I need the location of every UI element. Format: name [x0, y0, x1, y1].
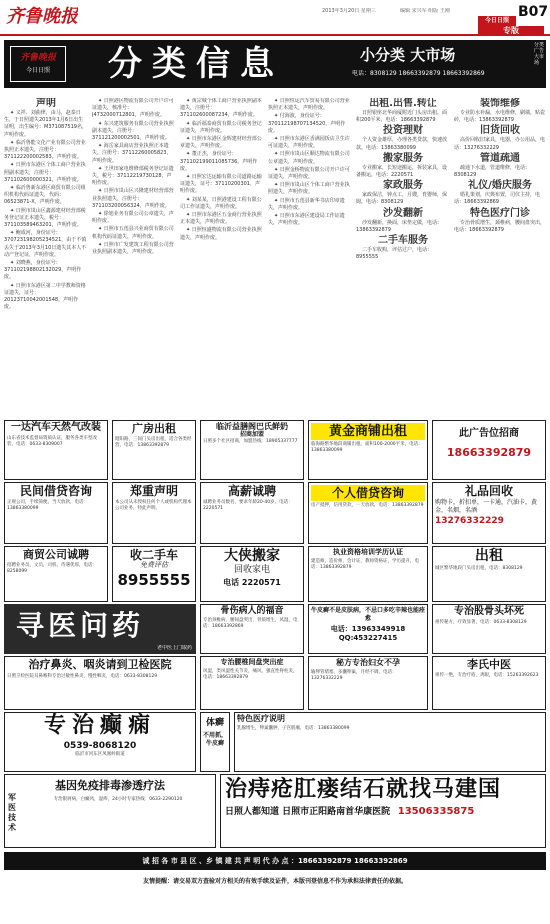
- ad-body: 乳腺增生，卵巢囊肿，子宫肌瘤，电话：13863380099: [237, 726, 350, 731]
- list-item: ✦ 临沂鲁能文化产业有限公司营业执照正本遗失，注册号：371122200002583，声明作废。: [4, 139, 86, 161]
- masthead: [0, 0, 550, 36]
- list-item: ✦ 日照市岚山区鑫源建材经营部税务登记证正本遗失，税号：371103589463201，声明作废。: [4, 207, 86, 229]
- ad-title: 牛皮癣不是皮肤病，不忌口多吃辛辣也能痊愈: [311, 607, 426, 622]
- list-item: 个人资金雄厚，办理各类贷款，快速放款。电话：13863380099: [356, 137, 448, 151]
- ad-title: 郑重声明: [129, 484, 178, 498]
- ad-hiring: [200, 482, 304, 544]
- ad-title: 临沂益膳阁巴氏鲜奶: [216, 422, 288, 431]
- ad-body: 输卵管堵塞，多囊卵巢，月经不调，电话：13276332229: [311, 670, 397, 681]
- list-item: ✦ 日照市东港区建设局工作证遗失，声明作废。: [268, 213, 345, 227]
- list-item: ✦ 东兴建筑服务有限公司营业执照副本遗失，注册号：371121200002501，声明作废。: [92, 120, 174, 142]
- list-item: ✦ 日照市东港区第二中学教师资格证遗失，证号：20123710042001548，声明作废。: [4, 282, 86, 311]
- list-item: ✦ 义祥、刘曲律，由马，赵泰日生，于日照遗失2013年1月6日出生证明，出生编号：M371087519名，声明作废。: [4, 110, 87, 138]
- list-item: ✦ 日照市东港区金辉建材经营部公章遗失，声明作废。: [180, 136, 262, 150]
- ad-personal-loan: [308, 482, 428, 544]
- list-item: 婚礼策划，庆典布置，司仪主持，电话：18663392869: [454, 192, 541, 206]
- ad-body: 祖传秘方，疗效显著，电话：0633-8308129: [435, 620, 527, 625]
- ad-title: 基因免疫排毒渗透疗法: [55, 779, 165, 792]
- ad-hemorrhoid: [220, 774, 546, 848]
- masthead-logo: 齐鲁晚报: [6, 6, 78, 27]
- ad-loan-consult: [4, 482, 108, 544]
- ad-title: 李氏中医: [467, 658, 511, 671]
- list-item: 日照银座北华商厦附近门头房出租，面积200平米，电话：18663392879: [356, 110, 448, 124]
- ad-statement: [112, 482, 196, 544]
- ad-subtitle: 老中医上门取药: [156, 644, 192, 651]
- list-item: ✦ 王世田家电维修部税务登记证遗失，税号：37112219730128，声明作废。: [92, 165, 174, 187]
- ad-li-tcm: [432, 656, 546, 710]
- ad-title: 个人借贷咨询: [311, 485, 425, 501]
- ad-title: 执业资格培训学历认证: [333, 548, 403, 556]
- column-3: [180, 98, 264, 414]
- ad-car-gas: [4, 420, 108, 480]
- ad-fresh-milk: [200, 420, 304, 480]
- ad-body: 临海路繁华地段商铺出租，面积100-2000平米，电话：13863380099: [311, 442, 423, 453]
- ad-title: 广房出租: [132, 422, 176, 435]
- banner-logo: 齐鲁晚报: [19, 53, 56, 63]
- ad-gift-recycle: [432, 482, 546, 544]
- list-item: ✦ 日照市岚山区顺达物流有限公司公章遗失，声明作废。: [268, 151, 350, 165]
- ad-subtitle: 日照人都知道 日照市正阳路南首华康医院: [225, 807, 391, 817]
- ad-title: 礼品回收: [464, 484, 513, 498]
- ad-seek-medicine: [4, 604, 196, 654]
- heading-housekeep: 家政服务: [383, 180, 423, 192]
- ad-title: 高薪诚聘: [227, 484, 276, 498]
- ad-phone: 8955555: [117, 570, 191, 589]
- ad-subtitle: 回收家电: [233, 565, 270, 575]
- heading-pipe: 管道疏通: [480, 152, 520, 164]
- ad-body: 购物卡，折扣单，一卡通，汽油卡，黄金，名烟，名酒: [435, 499, 538, 514]
- banner-side: 分类广告 大市场: [534, 42, 544, 66]
- ad-body: 本公司从未授权任何个人或机构代理本公司业务，特此声明。: [115, 500, 192, 511]
- ad-body: 正规公司，手续简便，当天放款，电话：13863380099: [7, 500, 88, 511]
- list-item: ✦ 日照市东港区香满园饭店卫生许可证遗失，声明作废。: [268, 136, 350, 150]
- list-item: 二手车收购，评估过户，电话：8955555: [356, 247, 433, 261]
- list-item: 专治骨质增生，颈椎病，腰间盘突出，电话：18663392879: [454, 219, 546, 233]
- ad-used-car: [112, 546, 196, 602]
- list-item: ✦ 临沂鲁新东港区商贸有限公司组织机构代码证遗失，代码：06523871-X，声明作废。: [4, 185, 86, 206]
- ad-phone: 0539-8068120: [63, 741, 137, 751]
- heading-sand: 沙发翻新: [383, 207, 423, 219]
- ad-rent: [432, 546, 546, 602]
- ad-body: 山东省技术监督局资质认证，服务各类车型改装，电话：0633-8309007: [7, 436, 97, 447]
- ad-epilepsy: [4, 712, 196, 772]
- ad-body: 专治银屑病，白癜风，湿疹，24小时专家热线：0633-2290120: [53, 797, 183, 802]
- ad-body: 房产抵押，信用贷款，一天放款，电话：13863392879: [311, 503, 424, 508]
- list-item: ✦ 刘晓燕，身份证号：371102198802132029，声明作废。: [4, 260, 82, 281]
- list-item: ✦ 日照市岚山区个体工商户营业执照遗失，声明作废。: [268, 182, 350, 196]
- banner-logo-sub: 今日日照: [25, 67, 50, 75]
- list-item: 家政保洁，钟点工，月嫂，育婴师，保姆，电话：8308129: [356, 192, 448, 206]
- ad-body: 日照多个社区招商，加盟热线：18905337777: [203, 438, 298, 444]
- footer-recruit: 诚 招 各 市 县 区 、乡 镇 建 共 声 明 代 办 点 ：18663392879 18663392869: [4, 852, 546, 870]
- ad-body: 不用抓，牛皮癣: [203, 732, 228, 747]
- list-item: 疏通下水道，管道维修，电话：8308129: [454, 164, 531, 179]
- heading-secondhand: 二手车服务: [378, 235, 428, 247]
- ad-title: 大侠搬家: [224, 548, 280, 564]
- list-item: ✦ 日照市广发建筑工程有限公司营业执照副本遗失，声明作废。: [92, 241, 174, 256]
- ad-title: 专治癫痫: [43, 713, 156, 738]
- banner-title: 分类信息: [108, 45, 284, 83]
- ad-rhinitis: [4, 656, 196, 710]
- ad-infertility: [308, 656, 428, 710]
- column-1: [4, 98, 88, 414]
- list-item: 高价回收旧家具，电器，办公用品，电话：13276332229: [454, 137, 546, 151]
- heading-clinic: 特色医疗门诊: [470, 207, 530, 219]
- list-item: ✦ 日照金桥物流有限公司开户许可证遗失，声明作废。: [268, 166, 350, 181]
- ad-body: 风湿，类风湿性关节炎，痛风，强直性脊柱炎，电话：18663392879: [203, 669, 298, 680]
- ad-phone: 电话：13963349918: [330, 625, 406, 633]
- banner-logo-box: [10, 46, 66, 82]
- ad-title: 寻医问药: [16, 609, 145, 642]
- ad-body: 祖传一绝，专治疗疮，鸡眼，电话：15263392623: [435, 673, 539, 678]
- column-4: [268, 98, 352, 414]
- ad-phone: 13276332229: [435, 516, 504, 526]
- ad-house-rent: [112, 420, 196, 480]
- ad-side-label: 军医技术: [8, 793, 16, 832]
- list-item: ✦ 海岳家具商店营业执照正本遗失，注册号：37112260005823，声明作废。: [92, 143, 172, 164]
- ad-body: 建造师，造价师，会计证，教师资格证，学历提升，电话：13863392879: [311, 559, 419, 570]
- ad-address: 临沂市河东区凤凰岭街道: [75, 752, 125, 758]
- banner-phone: 电话：8308129 18663392879 18663392869: [352, 70, 485, 77]
- list-item: ✦ 日照市五莲县兴业商贸有限公司机构代码证遗失，声明作废。: [92, 226, 174, 240]
- ad-specialty: [234, 712, 546, 772]
- list-item: 专业搬家，长短途搬运，拆装家具，设备搬运，电话：2220571: [356, 164, 448, 179]
- ad-title: 专治腰椎间盘突出症: [220, 658, 284, 666]
- ad-body: 诚聘业务员数名，要求年龄20-40岁，电话：2220571: [203, 500, 293, 511]
- list-item: 沙发翻新，换面，床垫定做，电话：13863392879: [356, 219, 443, 233]
- ad-body: 日照卫检医院耳鼻喉科专治过敏性鼻炎，慢性咽炎，电话：0633-8308129: [7, 674, 158, 679]
- heading-deco: 装饰维修: [480, 98, 520, 109]
- ad-gold-shop: [308, 420, 428, 480]
- list-item: ✦ 黄宗城个体工商户营业执照副本遗失，注册号：371102600087234，声明作废。: [180, 98, 262, 119]
- banner: [4, 40, 546, 88]
- ad-lumbar: [200, 656, 304, 710]
- ad-title: 收二手车: [129, 548, 178, 562]
- ad-training: [308, 546, 428, 602]
- list-item: ✦ 董正杰，身份证号：371102199011085736，声明作废。: [180, 151, 258, 172]
- ad-phone: 电话 2220571: [223, 578, 281, 588]
- footer-notice: 友情提醒：请交易双方查验对方相关的有效手续及证件，本版刊登信息不作为承担法律责任的依据。: [142, 878, 407, 885]
- ad-bone-injury: [200, 604, 304, 654]
- ad-phone: 18663392879: [446, 446, 532, 459]
- heading-ceremony: 礼仪/婚庆服务: [468, 180, 532, 192]
- ad-title: 治痔疮肛瘘结石就找马建国: [225, 777, 502, 802]
- column-2: [92, 98, 176, 414]
- ad-title: 民间借贷咨询: [19, 484, 92, 498]
- heading-old: 旧货回收: [480, 125, 520, 137]
- ad-psoriasis: [308, 604, 428, 654]
- masthead-today: 今日日照: [478, 16, 516, 26]
- ad-tinea: [200, 712, 230, 772]
- ad-body: 城区繁华地段门头房出租，电话：8308129: [435, 566, 523, 571]
- list-item: ✦ 日照市东港区个体工商户营业执照副本遗失，注册号：371102600000321，声明作废。: [4, 162, 86, 183]
- ad-title: 商贸公司诚聘: [23, 548, 89, 561]
- heading-moving: 搬家服务: [383, 152, 423, 164]
- ad-title: 出租: [475, 548, 503, 564]
- ad-body: 昭阳路，三间门头房出租，适合各类经营，电话：13863392879: [115, 437, 192, 448]
- ad-qq: QQ:453227415: [338, 633, 398, 642]
- ad-phone: 13506335875: [397, 806, 475, 817]
- ad-body: 专治颈椎病，腰间盘突出，骨质增生，风湿，电话：18663392869: [203, 618, 298, 629]
- ad-trade-hiring: [4, 546, 108, 602]
- list-item: ✦ 日照市岚山区兴隆建材经营部营业执照遗失，注册号：371103200056324，声明作废。: [92, 188, 174, 209]
- masthead-editor: 编辑 宋兴军 组版 王刚: [400, 8, 450, 14]
- list-item: ✦ 日照市东港区五金商行营业执照正本遗失，声明作废。: [180, 212, 262, 226]
- ad-title: 此广告位招商: [459, 428, 519, 439]
- ad-title: 一达汽车天然气改装: [11, 422, 101, 433]
- list-item: ✦ 日照宏达运输有限公司道路运输证遗失，证号：37110200301，声明作废。: [180, 174, 262, 195]
- ad-subtitle: 招商加盟: [239, 431, 264, 438]
- heading-statement: 声明: [36, 98, 56, 109]
- column-6: [454, 98, 546, 414]
- list-item: ✦ 临沂福泰商贸有限公司税务登记证遗失，声明作废。: [180, 120, 262, 134]
- heading-invest: 投资理财: [383, 125, 423, 137]
- ad-title: 治疗鼻炎、咽炎请到卫检医院: [28, 658, 172, 671]
- ad-title: 体癣: [205, 718, 224, 728]
- list-item: ✦ 日照恒盛物流有限公司营业执照遗失，声明作废。: [180, 227, 262, 241]
- ad-title: 秘方专治妇女不孕: [336, 658, 400, 667]
- list-item: ✦ 鲍成河，身份证号：370723198205234521，由于不慎丢失于2013年3月10日遗失其本人不动产登记证，声明作废。: [4, 230, 87, 258]
- list-item: ✦ 刘某某，日照港建设工程有限公司工作证遗失，声明作废。: [180, 196, 262, 210]
- ad-title: 骨伤病人的福音: [220, 606, 284, 616]
- ad-title: 专治股骨头坏死: [454, 606, 524, 617]
- ad-slot: [432, 420, 546, 480]
- list-item: 专业防水补漏，水电维修，刷墙，贴瓷砖，电话：13863392879: [454, 110, 546, 124]
- heading-rent: 出租.出售.转让: [369, 98, 437, 109]
- list-item: ✦ 徐旭业务有限公司公章遗失，声明作废。: [92, 211, 174, 225]
- section-label: 专版: [478, 26, 544, 36]
- ad-title: 特色医疗说明: [237, 714, 285, 723]
- list-item: ✦ 日照港区物流有限公司开户许可证遗失，核准号：J4732000712801，声明作废。: [92, 98, 174, 119]
- list-item: ✦ 日照市五莲县新华书店印章遗失，声明作废。: [268, 197, 345, 211]
- page-number: B07: [518, 4, 549, 20]
- ad-title: 黄金商铺出租: [311, 423, 425, 440]
- masthead-date: 2013年3月20日 星期三: [322, 8, 376, 14]
- list-item: ✦ 付海波，身份证号：370112198707134520，声明作废。: [268, 113, 346, 134]
- ad-slogan: 免费评估: [140, 561, 168, 569]
- list-item: ✦ 日照恒运汽车贸易有限公司营业执照正本遗失，声明作废。: [268, 98, 350, 112]
- banner-slogan: 小分类 大市场: [360, 46, 456, 64]
- ad-moving-hero: [200, 546, 304, 602]
- ad-gene-therapy: [4, 774, 216, 848]
- ad-body: 招聘业务员，文员，司机，待遇优厚，电话：8258099: [7, 563, 97, 574]
- ad-femur: [432, 604, 546, 654]
- column-5: [356, 98, 450, 414]
